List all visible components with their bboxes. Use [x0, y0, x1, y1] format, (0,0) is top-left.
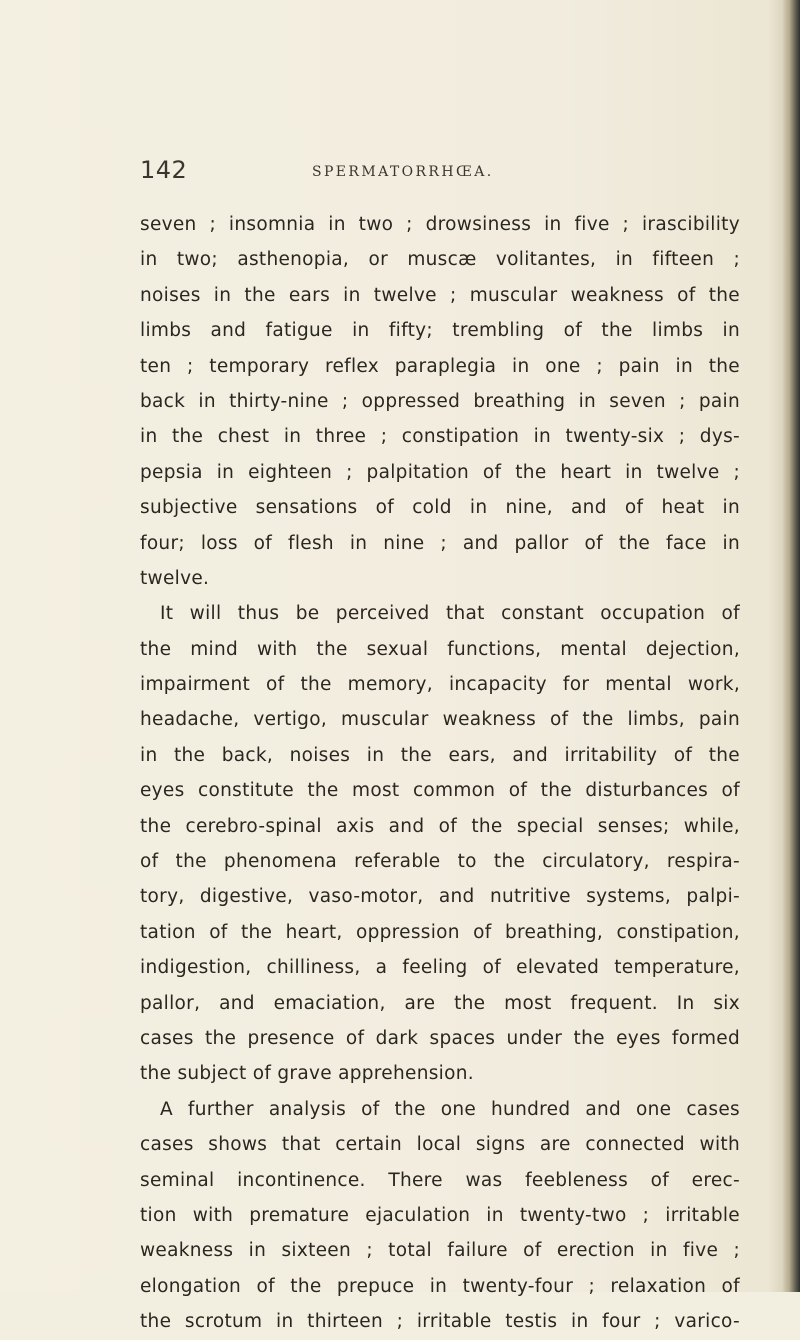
text-line: indigestion, chilliness, a feeling of elevated temperature,	[140, 957, 740, 979]
text-line: seven ; insomnia in two ; drowsiness in five ; irascibility	[140, 214, 740, 235]
text-line: eyes constitute the most common of the disturbances of	[140, 780, 740, 802]
text-line: in two; asthenopia, or muscæ volitantes, in fifteen ;	[140, 249, 740, 271]
page-header	[140, 156, 760, 196]
text-line: the mind with the sexual functions, mental dejection,	[140, 638, 740, 660]
text-line: the subject of grave apprehension.	[140, 1063, 474, 1085]
text-line: It will thus be perceived that constant occupation of	[160, 603, 740, 625]
text-line: four; loss of flesh in nine ; and pallor of the face in	[140, 532, 740, 554]
text-line: cases shows that certain local signs are connected with	[140, 1134, 740, 1156]
text-line: headache, vertigo, muscular weakness of the limbs, pain	[140, 709, 740, 731]
text-line: A further analysis of the one hundred and one cases	[160, 1098, 740, 1120]
text-line: tion with premature ejaculation in twenty-two ; irritable	[140, 1204, 740, 1226]
text-line: the cerebro-spinal axis and of the special senses; while,	[140, 815, 740, 837]
page-number: 142	[140, 156, 188, 184]
text-line: in the back, noises in the ears, and irritability of the	[140, 744, 740, 766]
text-line: cases the presence of dark spaces under the eyes formed	[140, 1027, 740, 1049]
text-line: limbs and fatigue in fifty; trembling of the limbs in	[140, 320, 740, 342]
text-line: back in thirty-nine ; oppressed breathing in seven ; pain	[140, 390, 740, 412]
text-line: tory, digestive, vaso-motor, and nutritive systems, palpi-	[140, 886, 740, 908]
text-line: noises in the ears in twelve ; muscular weakness of the	[140, 284, 740, 306]
text-line: the scrotum in thirteen ; irritable testis in four ; varico-	[140, 1311, 740, 1333]
text-line: pallor, and emaciation, are the most frequent. In six	[140, 992, 740, 1014]
text-line: seminal incontinence. There was feebleness of erec-	[140, 1169, 740, 1191]
text-line: subjective sensations of cold in nine, and of heat in	[140, 497, 740, 519]
text-line: ten ; temporary reflex paraplegia in one ; pain in the	[140, 355, 740, 377]
text-line: impairment of the memory, incapacity for mental work,	[140, 674, 740, 696]
body-text	[140, 207, 740, 1340]
text-line: elongation of the prepuce in twenty-four ; relaxation of	[140, 1275, 740, 1297]
text-line: pepsia in eighteen ; palpitation of the heart in twelve ;	[140, 461, 740, 483]
page-edge-shadow	[782, 0, 800, 1292]
text-line: twelve.	[140, 567, 210, 589]
text-line: of the phenomena referable to the circulatory, respira-	[140, 851, 740, 873]
text-line: tation of the heart, oppression of breathing, constipation,	[140, 921, 740, 943]
text-line: in the chest in three ; constipation in twenty-six ; dys-	[140, 426, 740, 448]
text-line: weakness in sixteen ; total failure of erection in five ;	[140, 1240, 740, 1262]
running-title: SPERMATORRHŒA.	[312, 164, 494, 180]
